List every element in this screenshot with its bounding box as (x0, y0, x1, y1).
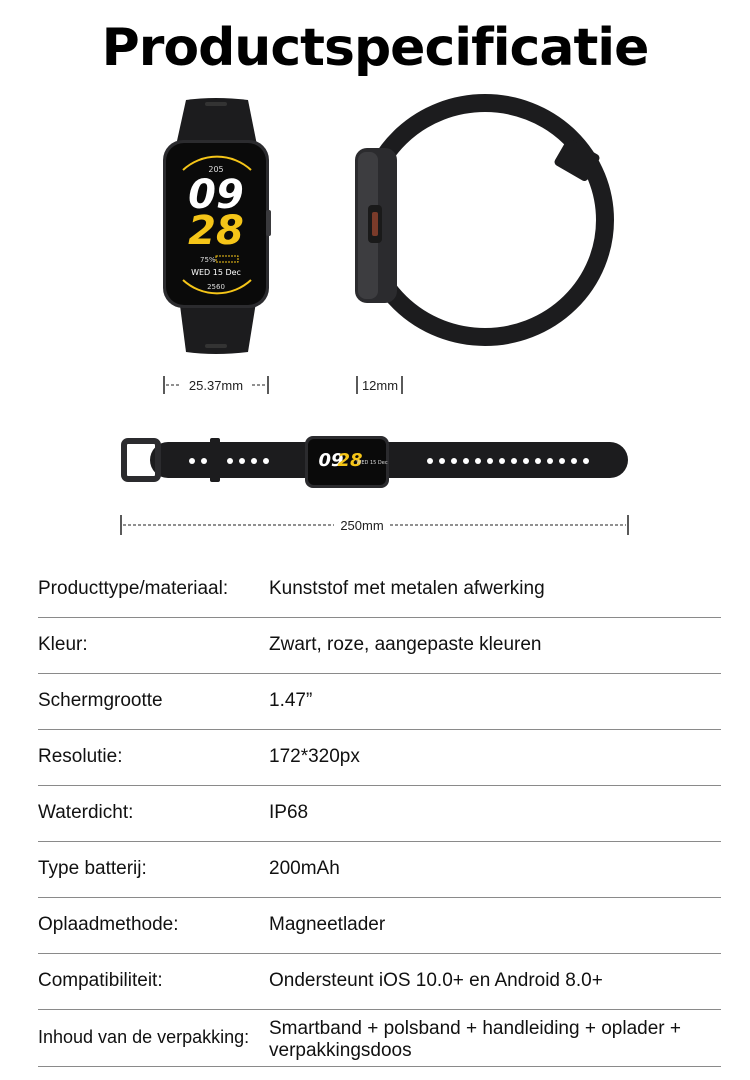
spec-row-resolution (38, 730, 721, 786)
spec-row-waterproof (38, 786, 721, 842)
flat-strap-view (124, 436, 628, 488)
spec-label: Oplaadmethode: (38, 914, 179, 935)
date-text: WED 15 Dec (191, 268, 241, 277)
side-view-watch (355, 103, 605, 337)
spec-label: Compatibiliteit: (38, 970, 163, 991)
spec-row-charging (38, 898, 721, 954)
spec-row-compatibility (38, 954, 721, 1010)
width-label: 25.37mm (188, 378, 244, 393)
spec-label: Type batterij: (38, 858, 147, 879)
battery-text: 75% (200, 256, 216, 264)
spec-label: Kleur: (38, 634, 88, 655)
thickness-dimension (357, 376, 402, 394)
flat-watch-hour: 09 (318, 450, 344, 471)
flat-watch-date: WED 15 Dec (356, 460, 388, 466)
spec-label: Producttype/materiaal: (38, 578, 229, 599)
spec-row-material (38, 562, 721, 618)
spec-value: 200mAh (269, 858, 340, 879)
spec-row-battery (38, 842, 721, 898)
calories-text: 2560 (207, 283, 225, 291)
page-title: Productspecificatie (101, 18, 649, 78)
spec-label: Waterdicht: (38, 802, 134, 823)
spec-label: Inhoud van de verpakking: (38, 1027, 250, 1047)
front-view-watch (163, 98, 271, 354)
spec-table (38, 562, 721, 1067)
width-dimension (164, 376, 268, 394)
spec-label: Schermgrootte (38, 690, 163, 711)
spec-value: 172*320px (269, 746, 360, 767)
spec-value: 1.47” (269, 690, 313, 711)
watch-hour: 09 (188, 172, 244, 218)
spec-label: Resolutie: (38, 746, 123, 767)
spec-value: Kunststof met metalen afwerking (269, 578, 545, 599)
watch-minute: 28 (188, 208, 244, 254)
spec-value: IP68 (269, 802, 309, 823)
length-label: 250mm (340, 518, 384, 533)
spec-row-screen-size (38, 674, 721, 730)
thickness-label: 12mm (361, 378, 399, 393)
spec-value: Magneetlader (269, 914, 386, 935)
step-count-text: 205 (208, 165, 224, 174)
spec-value: Smartband + polsband + handleiding + oplader + verpakkingsdoos (269, 1018, 681, 1061)
length-dimension (121, 515, 628, 535)
spec-value: Ondersteunt iOS 10.0+ en Android 8.0+ (269, 970, 603, 991)
flat-watch-minute: 28 (337, 450, 363, 471)
spec-value: Zwart, roze, aangepaste kleuren (269, 634, 542, 655)
spec-row-package-contents (38, 1010, 721, 1067)
spec-row-color (38, 618, 721, 674)
